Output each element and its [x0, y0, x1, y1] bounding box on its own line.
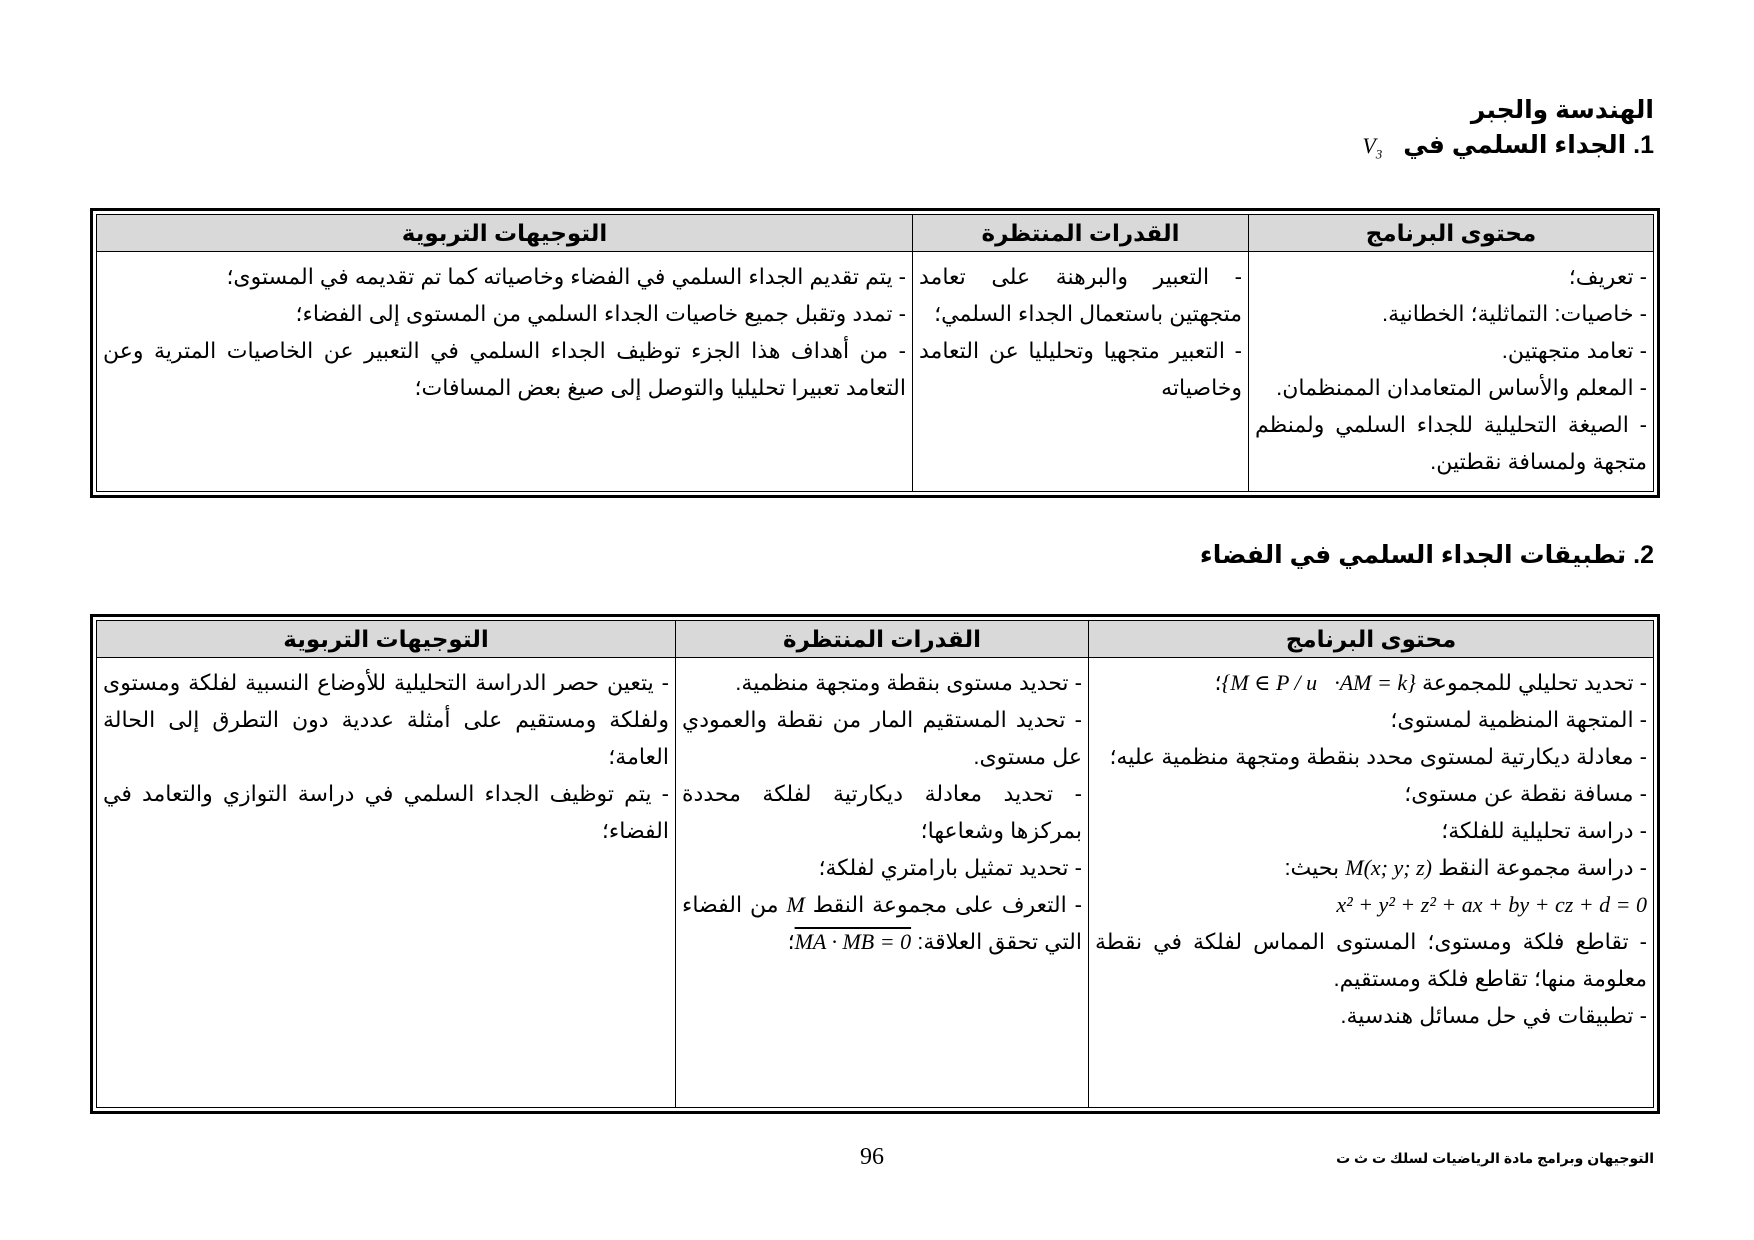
- ability-item: - التعبير والبرهنة على تعامد متجهتين باستعمال الجداء السلمي؛: [919, 264, 1242, 326]
- ability-item: - تحديد المستقيم المار من نقطة والعمودي عل مستوى.: [682, 707, 1082, 769]
- content-item: - دراسة مجموعة النقط M(x; y; z) بحيث:: [1095, 849, 1647, 886]
- content-cell: [1249, 252, 1654, 492]
- section2-heading: 2. تطبيقات الجداء السلمي في الفضاء: [1199, 541, 1654, 569]
- column-header-content: محتوى البرنامج: [1089, 621, 1654, 658]
- table-row: [97, 658, 1654, 1108]
- content-item: - تحديد تحليلي للمجموعة {M ∈ P / u⃗·AM = k}؛: [1095, 664, 1647, 701]
- section1-title: 1. الجداء السلمي في: [1403, 131, 1654, 159]
- content-item: - معادلة ديكارتية لمستوى محدد بنقطة ومتجهة منظمية عليه؛: [1109, 744, 1647, 769]
- content-item: - الصيغة التحليلية للجداء السلمي ولمنظم متجهة ولمسافة نقطتين.: [1255, 412, 1647, 474]
- content-item: - خاصيات: التماثلية؛ الخطانية.: [1382, 301, 1647, 326]
- guidance-cell: [97, 658, 676, 1108]
- dot-product-equation: MA · MB = 0: [794, 929, 912, 954]
- guidance-item: - يتم توظيف الجداء السلمي في دراسة التوازي والتعامد في الفضاء؛: [103, 781, 669, 843]
- section1-heading: [1362, 130, 1654, 162]
- content-item: - تقاطع فلكة ومستوى؛ المستوى المماس لفلكة في نقطة معلومة منها؛ تقاطع فلكة ومستقيم.: [1095, 929, 1647, 991]
- content-cell: [1089, 658, 1654, 1108]
- guidance-item: - يتم تقديم الجداء السلمي في الفضاء وخاصياته كما تم تقديمه في المستوى؛: [226, 264, 906, 289]
- table-header-row: [97, 215, 1654, 252]
- abilities-cell: [676, 658, 1089, 1108]
- column-header-abilities: القدرات المنتظرة: [676, 621, 1089, 658]
- ability-item: - تحديد مستوى بنقطة ومتجهة منظمية.: [735, 670, 1082, 695]
- ability-item: - التعرف على مجموعة النقط M من الفضاء التي تحقق العلاقة: MA · MB = 0؛: [682, 886, 1082, 960]
- page-number: 96: [860, 1144, 884, 1170]
- column-header-guidance: التوجيهات التربوية: [97, 621, 676, 658]
- guidance-item: - من أهداف هذا الجزء توظيف الجداء السلمي في التعبير عن الخاصيات المترية وعن التعامد تعبيرا تحليليا والتوصل إلى صيغ بعض المسافات؛: [103, 338, 906, 400]
- content-item: - دراسة تحليلية للفلكة؛: [1441, 818, 1647, 843]
- content-item: - تطبيقات في حل مسائل هندسية.: [1340, 1003, 1647, 1028]
- content-item: - المتجهة المنظمية لمستوى؛: [1390, 707, 1647, 732]
- table-scalar-product-applications: [90, 614, 1660, 1114]
- sphere-equation: x² + y² + z² + ax + by + cz + d = 0: [1336, 892, 1647, 917]
- column-header-abilities: القدرات المنتظرة: [913, 215, 1249, 252]
- ability-item: - تحديد تمثيل بارامتري لفلكة؛: [818, 855, 1082, 880]
- table-row: [97, 252, 1654, 492]
- guidance-item: - يتعين حصر الدراسة التحليلية للأوضاع النسبية لفلكة ومستوى ولفلكة ومستقيم على أمثلة عددية دون التطرق إلى الحالة العامة؛: [103, 670, 669, 769]
- ability-item: - التعبير متجهيا وتحليليا عن التعامد وخاصياته: [919, 338, 1242, 400]
- set-definition-math: {M ∈ P / u⃗·AM = k}: [1221, 670, 1416, 695]
- column-header-content: محتوى البرنامج: [1249, 215, 1654, 252]
- ability-item: - تحديد معادلة ديكارتية لفلكة محددة بمركزها وشعاعها؛: [682, 781, 1082, 843]
- guidance-item: - تمدد وتقبل جميع خاصيات الجداء السلمي من المستوى إلى الفضاء؛: [295, 301, 906, 326]
- content-item: - تعامد متجهتين.: [1501, 338, 1647, 363]
- table-scalar-product: [90, 208, 1660, 498]
- guidance-cell: [97, 252, 913, 492]
- abilities-cell: [913, 252, 1249, 492]
- content-item: - مسافة نقطة عن مستوى؛: [1404, 781, 1647, 806]
- point-math: M(x; y; z): [1345, 855, 1432, 880]
- subject-heading: الهندسة والجبر: [1470, 96, 1654, 124]
- footer-title: التوجيهان وبرامج مادة الرياضيات لسلك ت ث ت: [1336, 1150, 1654, 1166]
- point-math: M: [786, 892, 805, 917]
- content-item: - تعريف؛: [1568, 264, 1647, 289]
- content-item: - المعلم والأساس المتعامدان الممنظمان.: [1276, 375, 1647, 400]
- column-header-guidance: التوجيهات التربوية: [97, 215, 913, 252]
- table-header-row: [97, 621, 1654, 658]
- section1-variable: $V_3$: [1362, 133, 1383, 162]
